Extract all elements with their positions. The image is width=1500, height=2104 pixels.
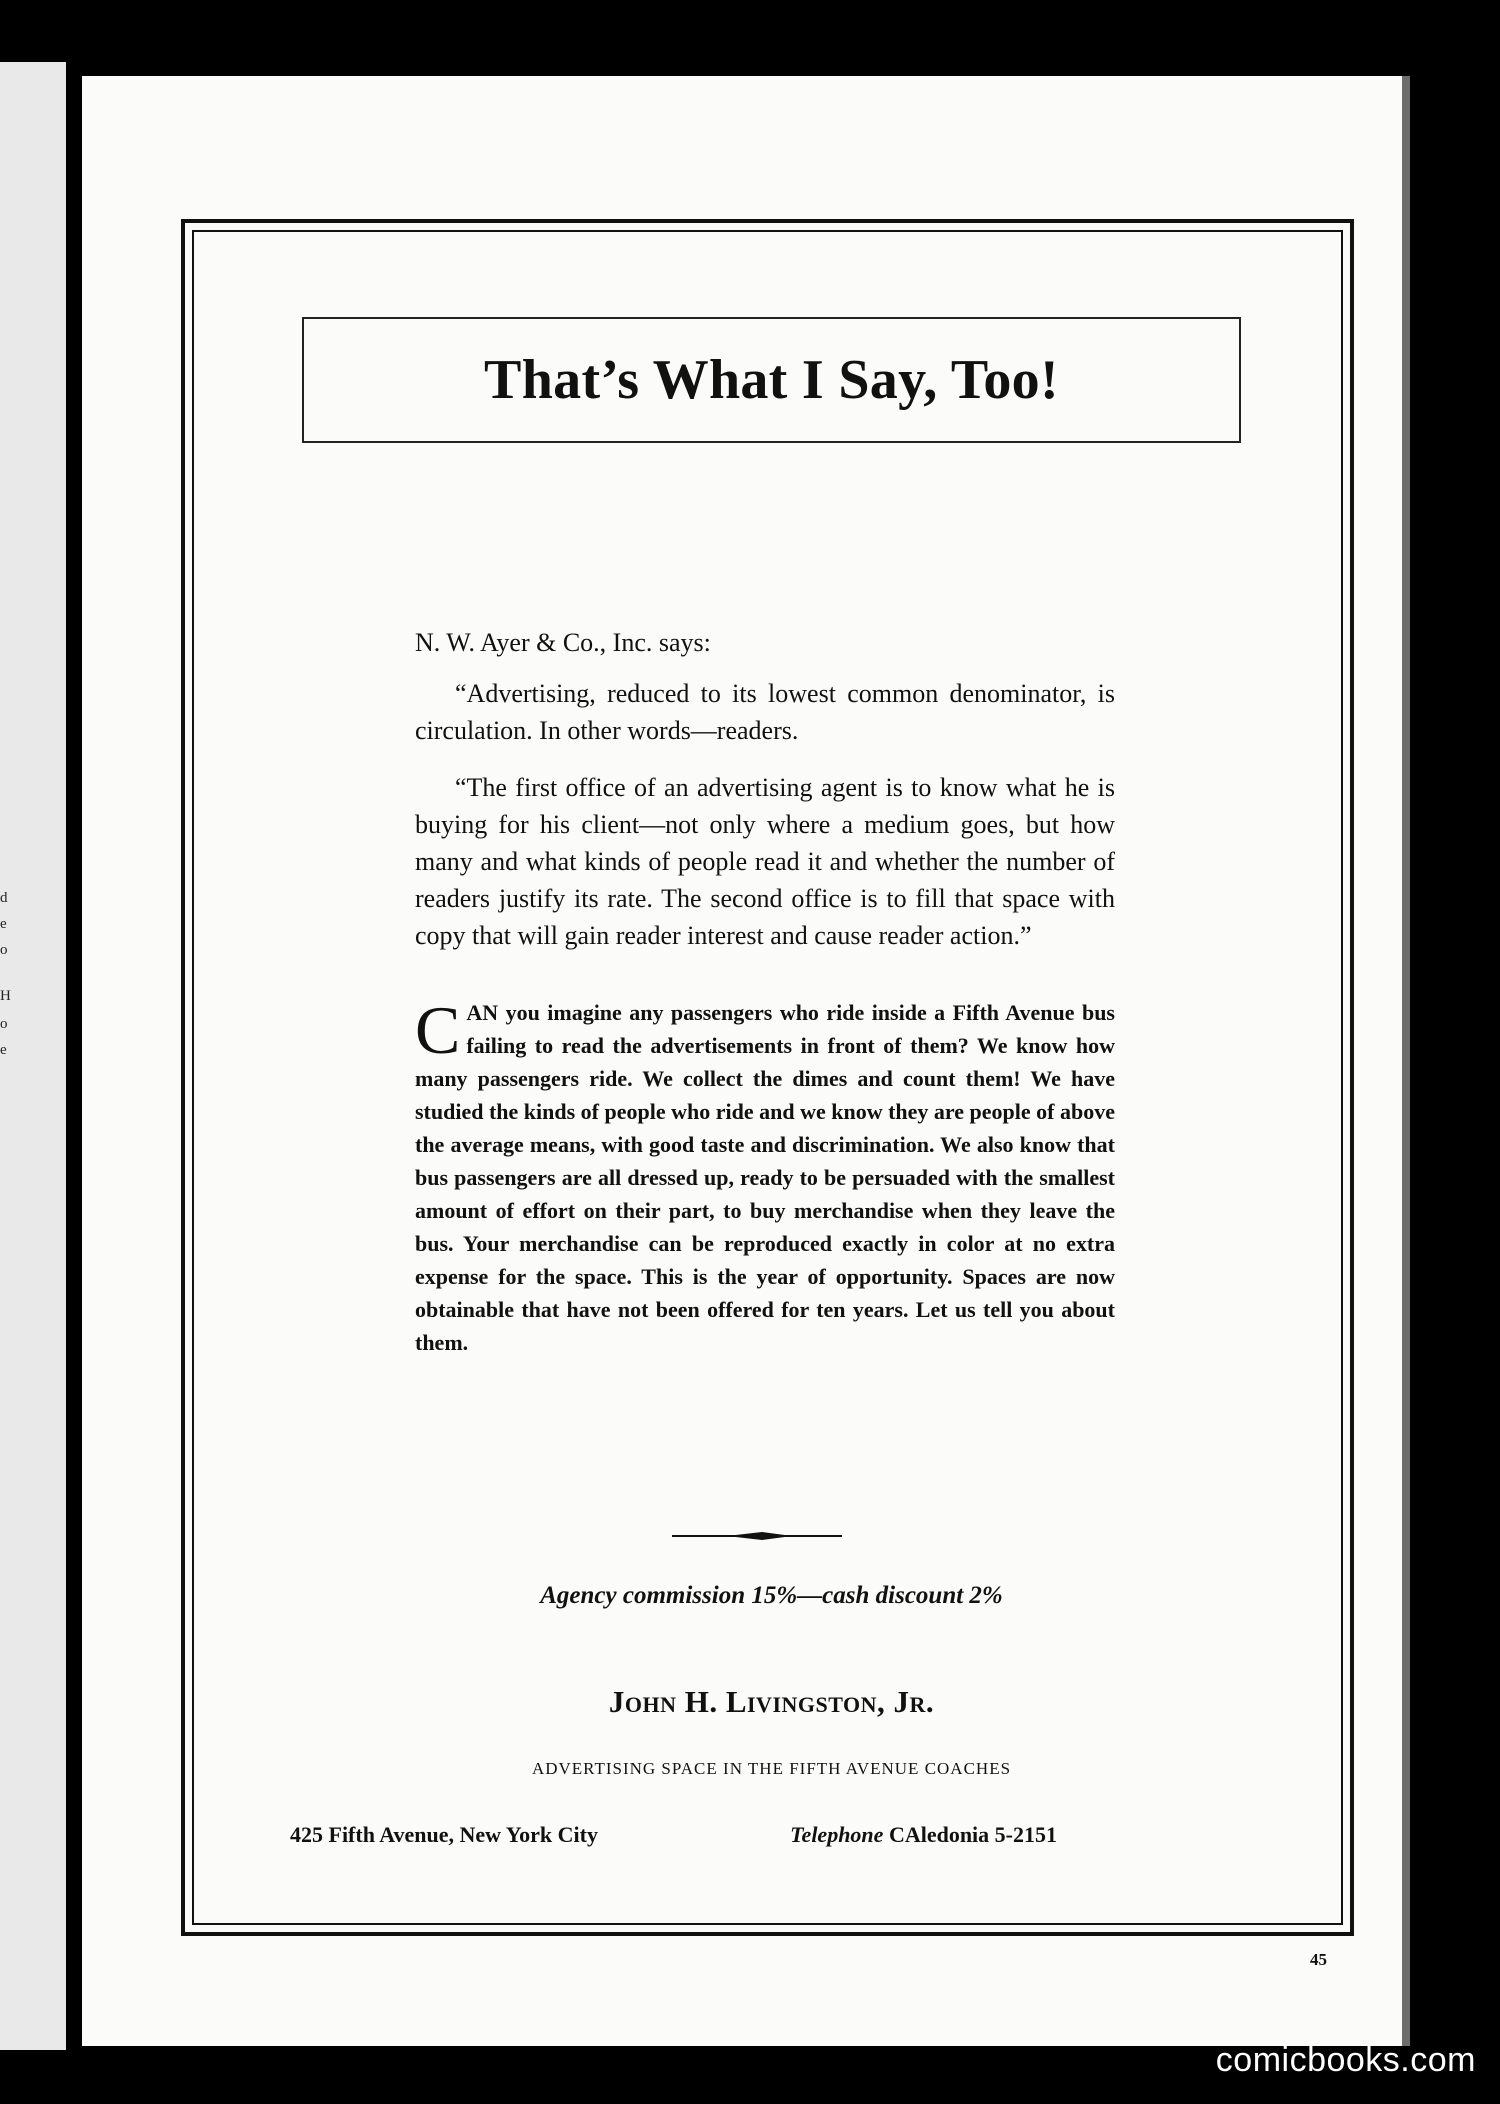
- facing-page-edge: [0, 62, 66, 2050]
- headline: That’s What I Say, Too!: [484, 349, 1059, 411]
- page-number: 45: [1310, 1950, 1327, 1969]
- telephone-label: Telephone: [790, 1822, 884, 1847]
- facing-page-fragment: H: [0, 988, 11, 1004]
- facing-page-fragment: e: [0, 916, 7, 932]
- quote-paragraph-1: “Advertising, reduced to its lowest common denominator, is circulation. In other words—readers.: [415, 679, 1115, 745]
- intro-line: N. W. Ayer & Co., Inc. says:: [415, 628, 711, 657]
- advertiser-name: John H. Livingston, Jr.: [608, 1684, 935, 1719]
- ad-body: [415, 624, 1115, 1359]
- quote-paragraph-2: “The first office of an advertising agent is to know what he is buying for his client—not only where a medium goes, but how many and what kinds of people read it and whether the number of readers justify its rate. The second office is to fill that space with copy that will gain reader interest and cause reader action.”: [415, 773, 1115, 950]
- drop-cap: C: [415, 992, 461, 1068]
- facing-page-fragment: o: [0, 942, 8, 958]
- page-edge-shadow: [1402, 76, 1410, 2046]
- street-address: 425 Fifth Avenue, New York City: [290, 1822, 598, 1847]
- sales-pitch: [415, 992, 1115, 1359]
- telephone-number: CAledonia 5-2151: [888, 1822, 1057, 1847]
- advertiser-tagline: ADVERTISING SPACE IN THE FIFTH AVENUE COACHES: [531, 1759, 1012, 1778]
- ornament-rule-icon: [672, 1530, 842, 1542]
- facing-page-fragment: e: [0, 1042, 7, 1058]
- telephone: [790, 1820, 1057, 1850]
- sales-pitch-text: AN you imagine any passengers who ride inside a Fifth Avenue bus failing to read the advertisements in front of them? We know how many passengers ride. We collect the dimes and count them! We have studied the kinds of people who ride and we know they are people of above the average means, with good taste and discrimination. We also know that bus passengers are all dressed up, ready to be persuaded with the smallest amount of effort on their part, to buy merchandise when they leave the bus. Your merchandise can be reproduced exactly in color at no extra expense for the space. This is the year of opportunity. Spaces are now obtainable that have not been offered for ten years. Let us tell you about them.: [415, 1000, 1115, 1355]
- facing-page-fragment: d: [0, 890, 8, 906]
- commission-terms: Agency commission 15%—cash discount 2%: [540, 1582, 1003, 1609]
- facing-page-fragment: o: [0, 1016, 8, 1032]
- headline-box: [302, 317, 1241, 443]
- site-watermark: comicbooks.com: [1215, 2041, 1476, 2079]
- magazine-page: [82, 76, 1402, 2046]
